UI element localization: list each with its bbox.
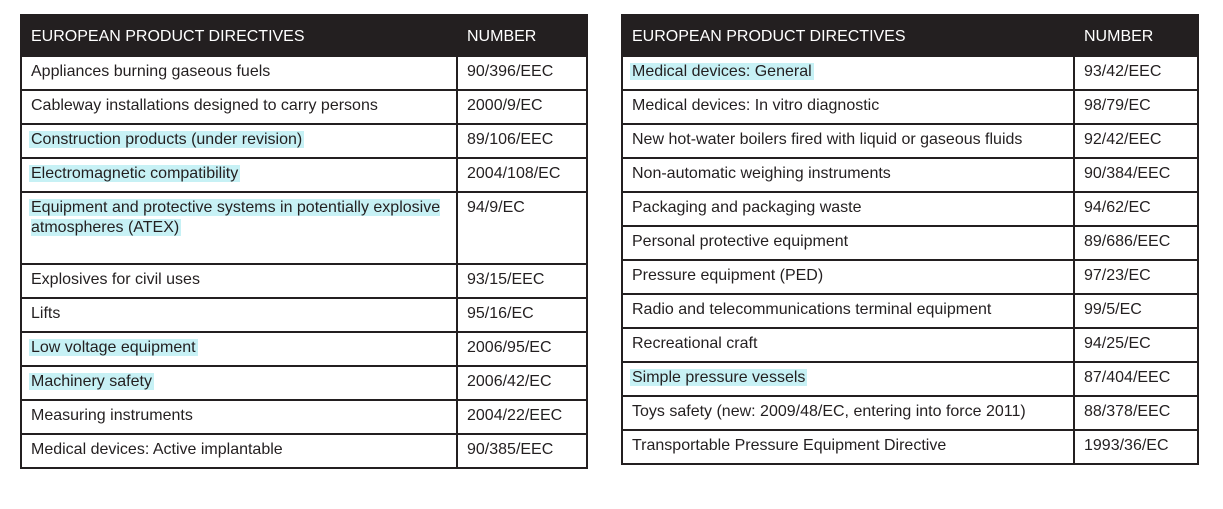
table-row	[21, 366, 587, 400]
directive-number: 94/62/EC	[1074, 192, 1198, 226]
directive-number: 1993/36/EC	[1074, 430, 1198, 464]
table-header-row	[622, 15, 1198, 56]
directive-name: Simple pressure vessels	[632, 369, 806, 386]
directive-name: New hot-water boilers fired with liquid or gaseous fluids	[632, 131, 1023, 148]
directive-name: Machinery safety	[31, 373, 152, 390]
directive-number: 98/79/EC	[1074, 90, 1198, 124]
directive-column-header: EUROPEAN PRODUCT DIRECTIVES	[21, 15, 457, 56]
table-row	[21, 400, 587, 434]
table-row	[622, 90, 1198, 124]
directive-number: 97/23/EC	[1074, 260, 1198, 294]
directive-name: Lifts	[31, 305, 61, 322]
directive-number: 2000/9/EC	[457, 90, 587, 124]
directive-number: 90/385/EEC	[457, 434, 587, 468]
directive-cell	[622, 260, 1074, 294]
directive-cell	[21, 192, 457, 264]
directives-table-left	[20, 14, 588, 469]
directive-name: Low voltage equipment	[31, 339, 196, 356]
table-row	[21, 124, 587, 158]
directive-number: 95/16/EC	[457, 298, 587, 332]
directive-cell	[622, 362, 1074, 396]
directive-number: 2006/42/EC	[457, 366, 587, 400]
number-column-header: NUMBER	[1074, 15, 1198, 56]
directive-name: Transportable Pressure Equipment Directive	[632, 437, 947, 454]
directive-name: Packaging and packaging waste	[632, 199, 862, 216]
directive-name: Medical devices: Active implantable	[31, 441, 283, 458]
directive-number: 2004/108/EC	[457, 158, 587, 192]
table-row	[21, 56, 587, 90]
table-row	[622, 226, 1198, 260]
directive-cell	[622, 192, 1074, 226]
directive-cell	[21, 264, 457, 298]
table-row	[622, 192, 1198, 226]
directive-number: 94/9/EC	[457, 192, 587, 264]
directive-number: 87/404/EEC	[1074, 362, 1198, 396]
directive-number: 89/686/EEC	[1074, 226, 1198, 260]
directive-name: Appliances burning gaseous fuels	[31, 63, 271, 80]
directive-cell	[21, 124, 457, 158]
directive-cell	[21, 332, 457, 366]
table-row	[622, 362, 1198, 396]
directive-number: 99/5/EC	[1074, 294, 1198, 328]
table-row	[622, 396, 1198, 430]
directive-number: 94/25/EC	[1074, 328, 1198, 362]
directive-number: 89/106/EEC	[457, 124, 587, 158]
directive-name: Measuring instruments	[31, 407, 193, 424]
directive-number: 88/378/EEC	[1074, 396, 1198, 430]
directive-cell	[622, 90, 1074, 124]
directive-cell	[622, 396, 1074, 430]
directive-number: 90/396/EEC	[457, 56, 587, 90]
table-row	[21, 298, 587, 332]
directive-cell	[21, 90, 457, 124]
directive-number: 90/384/EEC	[1074, 158, 1198, 192]
directive-cell	[622, 430, 1074, 464]
directive-name: Radio and telecommunications terminal equipment	[632, 301, 992, 318]
table-row	[622, 56, 1198, 90]
table-row	[21, 90, 587, 124]
directive-number: 93/15/EEC	[457, 264, 587, 298]
directive-number: 2004/22/EEC	[457, 400, 587, 434]
directive-number: 2006/95/EC	[457, 332, 587, 366]
directive-name: Pressure equipment (PED)	[632, 267, 824, 284]
number-column-header: NUMBER	[457, 15, 587, 56]
directive-name: Medical devices: In vitro diagnostic	[632, 97, 880, 114]
table-row	[622, 124, 1198, 158]
table-row	[622, 328, 1198, 362]
directive-cell	[21, 158, 457, 192]
directive-cell	[622, 56, 1074, 90]
directive-column-header: EUROPEAN PRODUCT DIRECTIVES	[622, 15, 1074, 56]
table-row	[21, 434, 587, 468]
directive-name: Personal protective equipment	[632, 233, 849, 250]
directive-number: 93/42/EEC	[1074, 56, 1198, 90]
directive-cell	[21, 400, 457, 434]
table-row	[622, 158, 1198, 192]
directive-cell	[622, 328, 1074, 362]
directive-name: Toys safety (new: 2009/48/EC, entering into force 2011)	[632, 403, 1026, 420]
directive-cell	[622, 294, 1074, 328]
table-row	[21, 158, 587, 192]
table-row	[622, 294, 1198, 328]
table-row	[21, 192, 587, 264]
directive-name: Cableway installations designed to carry persons	[31, 97, 378, 114]
directive-name: Recreational craft	[632, 335, 758, 352]
directive-cell	[21, 366, 457, 400]
directive-name: Equipment and protective systems in potentially explosive atmospheres (ATEX)	[31, 199, 441, 236]
table-row	[622, 260, 1198, 294]
directive-cell	[622, 226, 1074, 260]
directive-name: Non-automatic weighing instruments	[632, 165, 891, 182]
directive-number: 92/42/EEC	[1074, 124, 1198, 158]
table-row	[21, 264, 587, 298]
table-row	[21, 332, 587, 366]
directives-table-right	[621, 14, 1199, 465]
table-row	[622, 430, 1198, 464]
directive-cell	[622, 158, 1074, 192]
directive-name: Construction products (under revision)	[31, 131, 303, 148]
directive-name: Electromagnetic compatibility	[31, 165, 239, 182]
directive-name: Medical devices: General	[632, 63, 812, 80]
directive-cell	[622, 124, 1074, 158]
table-header-row	[21, 15, 587, 56]
directive-name: Explosives for civil uses	[31, 271, 200, 288]
directive-cell	[21, 434, 457, 468]
directive-cell	[21, 298, 457, 332]
directive-cell	[21, 56, 457, 90]
